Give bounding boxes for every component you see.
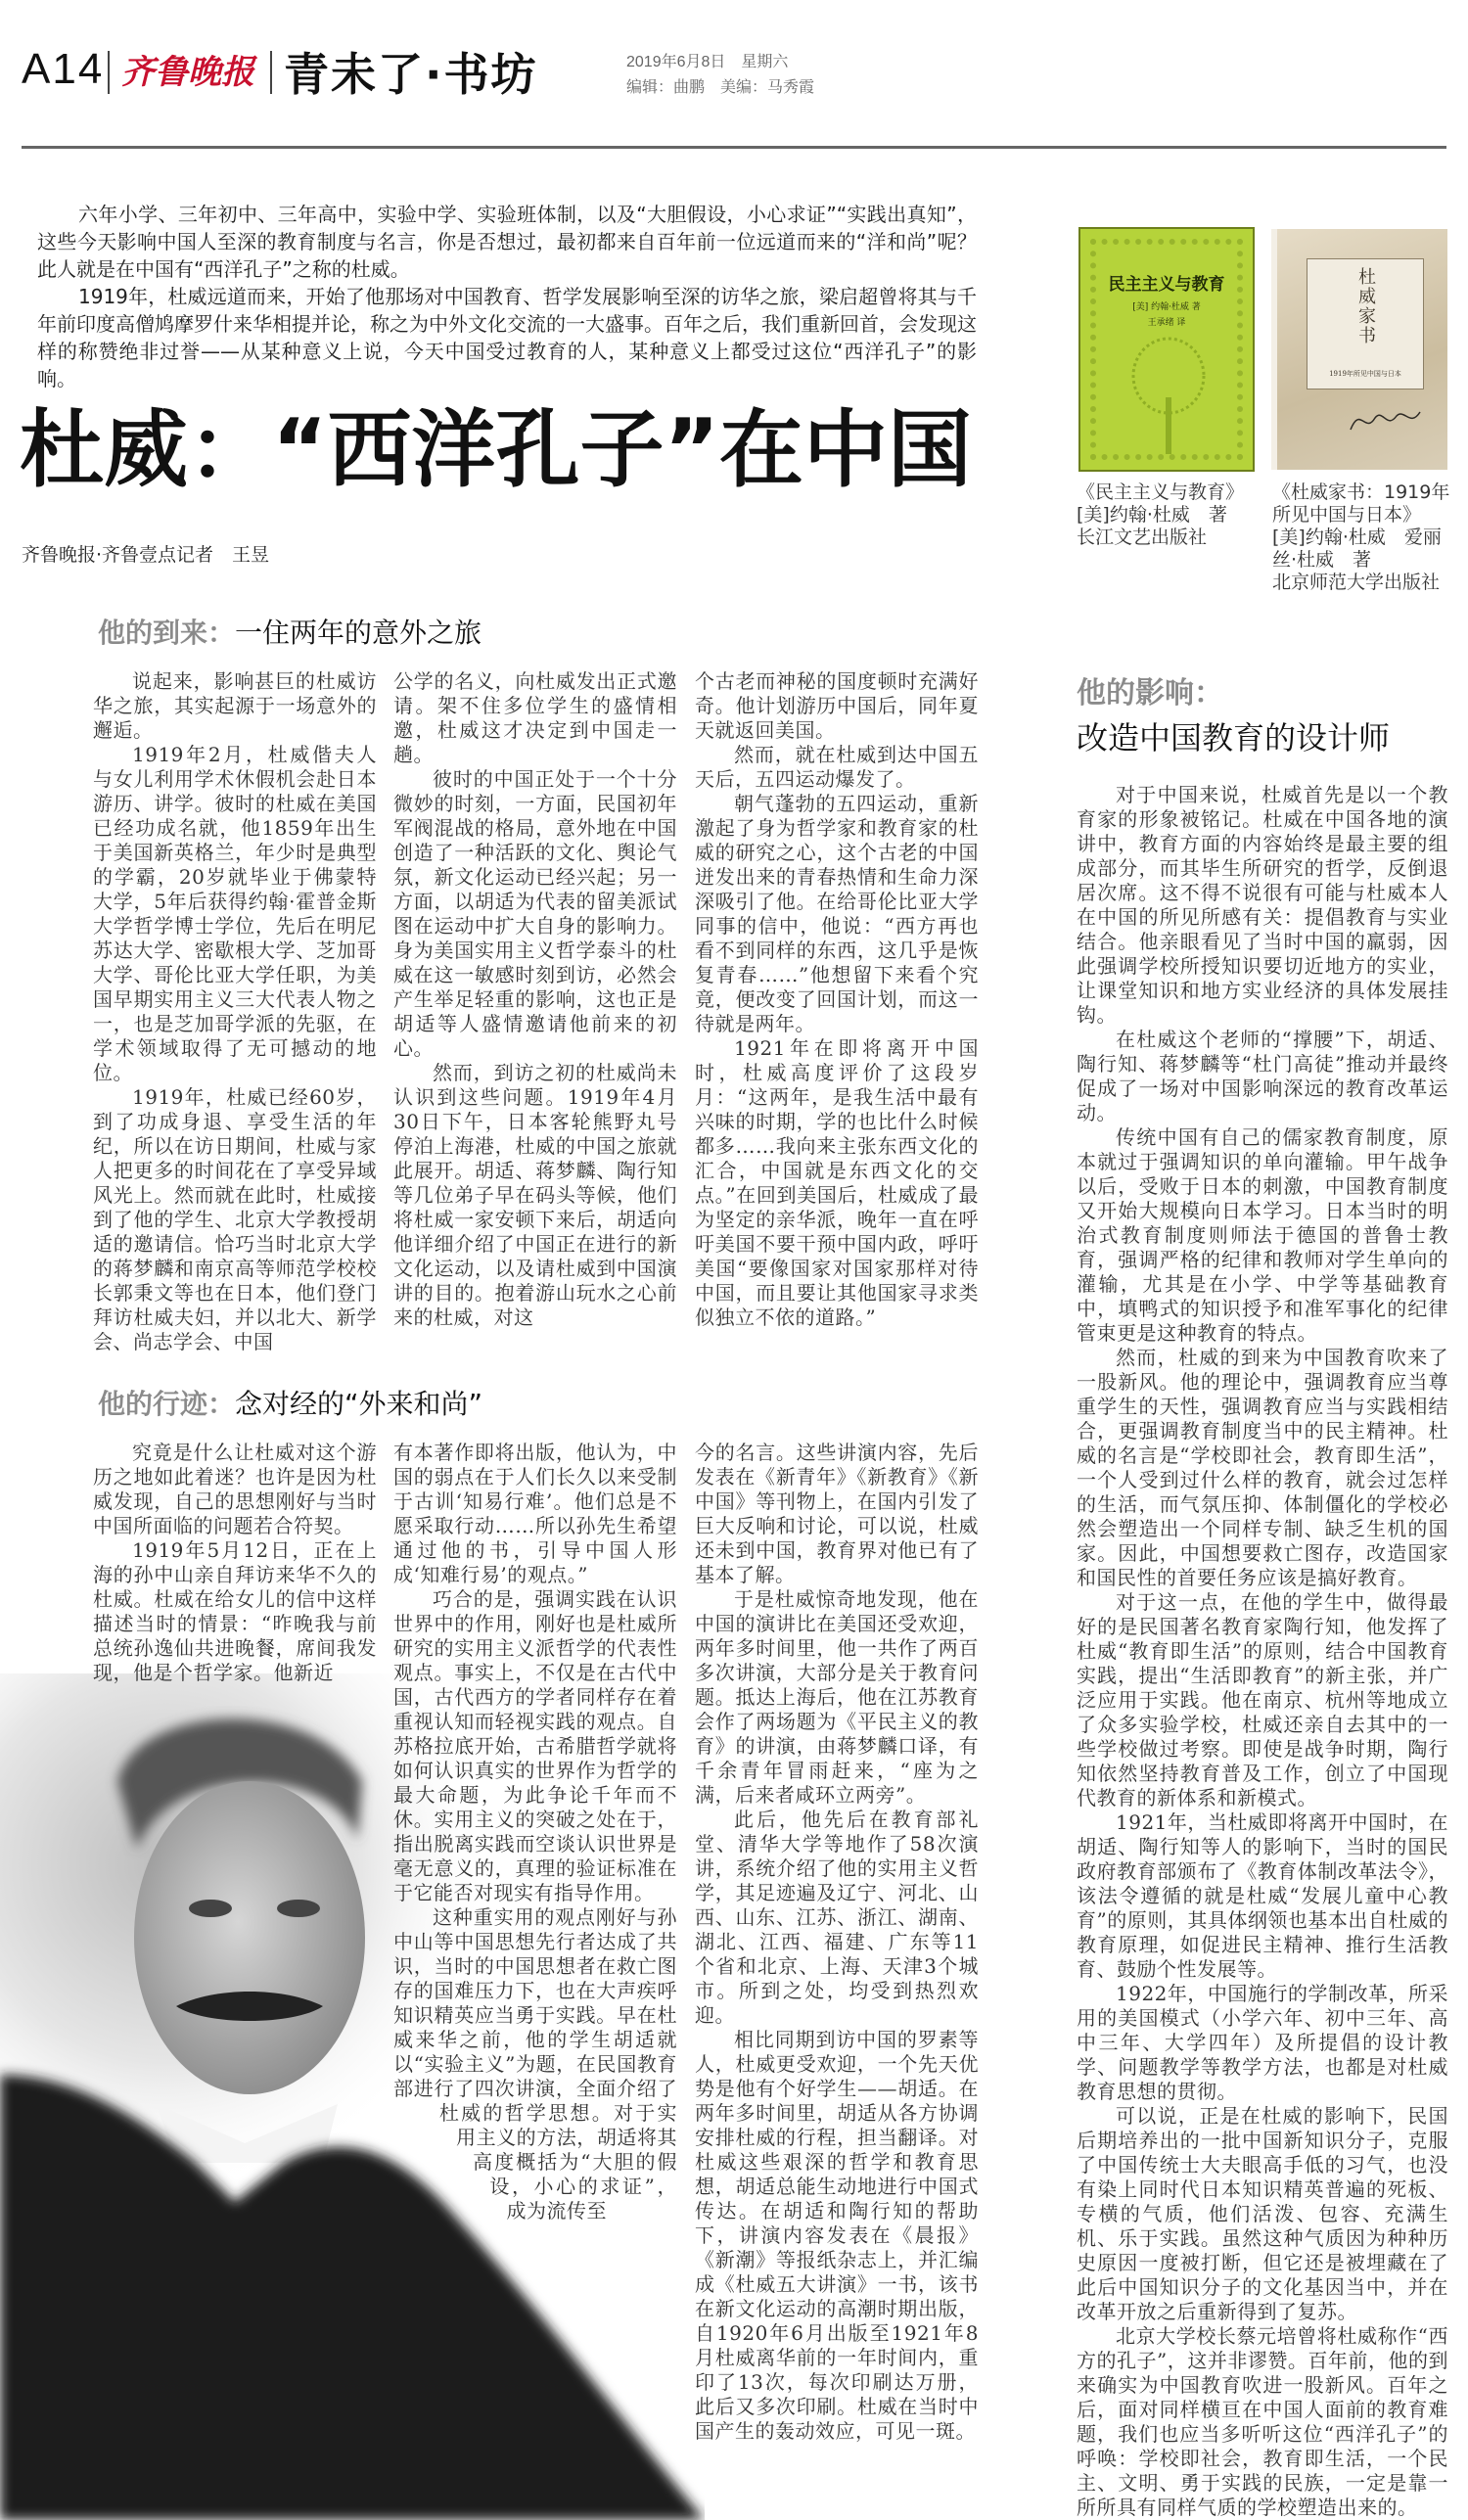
article-paragraph: 北京大学校长蔡元培曾将杜威称作“西方的孔子”，这并非谬赞。百年前，他的到来确实为中国教育吹进一股新风。百年之后，面对同样横亘在中国人面前的教育难题，我们也应当多听听这位“西洋孔子”的呼唤：学校即社会，教育即生活，一个民主、文明、勇于实践的民族，一定是靠一所所具有同样气质的学校塑造出来的。 bbox=[1077, 2324, 1448, 2519]
article-paragraph: 彼时的中国正处于一个十分微妙的时刻，一方面，民国初年军阀混战的格局，意外地在中国创造了一种活跃的文化、舆论气氛，新文化运动已经兴起；另一方面，以胡适为代表的留美派试图在运动中扩大自身的影响力。身为美国实用主义哲学泰斗的杜威在这一敏感时刻到访，必然会产生举足轻重的影响，这也正是胡适等人盛情邀请他前来的初心。 bbox=[393, 767, 677, 1060]
book-title: 《民主主义与教育》 bbox=[1077, 481, 1245, 503]
byline: 齐鲁晚报·齐鲁壹点记者 王昱 bbox=[22, 544, 270, 566]
intro-paragraph: 1919年，杜威远道而来，开始了他那场对中国教育、哲学发展影响至深的访华之旅，梁启超曾将其与千年前印度高僧鸠摩罗什来华相提并论，称之为中外文化交流的一大盛事。百年之后，我们重新回首，会发现这样的称赞绝非过誉——从某种意义上说，今天中国受过教育的人，某种意义上都受过这位“西洋孔子”的影响。 bbox=[37, 285, 977, 390]
book-publisher: 北京师范大学出版社 bbox=[1272, 572, 1441, 593]
cover-translator: 王承绪 译 bbox=[1147, 318, 1186, 328]
book-author: [美]约翰·杜威 著 bbox=[1077, 504, 1227, 526]
article-paragraph: 公学的名义，向杜威发出正式邀请。架不住多位学生的盛情相邀，杜威这才决定到中国走一趟。 bbox=[393, 669, 677, 766]
section-heading-travels bbox=[98, 1388, 482, 1421]
article-paragraph: 对于中国来说，杜威首先是以一个教育家的形象被铭记。杜威在中国各地的演讲中，教育方面的内容始终是最主要的组成部分，而其毕生所研究的哲学，反倒退居次席。这不得不说很有可能与杜威本人在中国的所见所感有关：提倡教育与实业结合。他亲眼看见了当时中国的羸弱，因此强调学校所授知识要切近地方的实业，让课堂知识和地方实业经济的具体发展挂钩。 bbox=[1077, 783, 1448, 1027]
article-paragraph: 此后，他先后在教育部礼堂、清华大学等地作了58次演讲，系统介绍了他的实用主义哲学，其足迹遍及辽宁、河北、山西、山东、江苏、浙江、湖南、湖北、江西、福建、广东等11个省和北京、上海、天津3个城市。所到之处，均受到热烈欢迎。 bbox=[695, 1808, 979, 2027]
article-paragraph: 1919年2月，杜威偕夫人与女儿利用学术休假机会赴日本游历、讲学。彼时的杜威在美国已经功成名就，他1859年出生于美国新英格兰，年少时是典型的学霸，20岁就毕业于佛蒙特大学，5年后获得约翰·霍普金斯大学哲学博士学位，先后在明尼苏达大学、密歇根大学、芝加哥大学、哥伦比亚大学任职，为美国早期实用主义三大代表人物之一，也是芝加哥学派的先驱，在学术领域取得了无可撼动的地位。 bbox=[93, 743, 377, 1084]
cover-title: 杜威家书 bbox=[1355, 267, 1376, 345]
header-rule bbox=[22, 146, 1446, 149]
article-paragraph: 说起来，影响甚巨的杜威访华之旅，其实起源于一场意外的邂逅。 bbox=[93, 669, 377, 742]
heading-text: 念对经的“外来和尚” bbox=[235, 1388, 483, 1420]
editor-credits: 编辑：曲鹏 美编：马秀霞 bbox=[626, 79, 815, 96]
article-paragraph: 这种重实用的观点刚好与孙中山等中国思想先行者达成了共识，当时的中国思想者在救亡图存的国难压力下，也在大声疾呼知识精英应当勇于实践。早在杜威来华之前，他的学生胡适就以“实验主义”为题，在民国教育部进行了四次讲演，全面介绍了杜威的哲学思想。对于实用主义的方法，胡适将其高度概括为“大胆的假设，小心的求证”，成为流传至 bbox=[393, 1905, 677, 2222]
article-paragraph: 1921年在即将离开中国时，杜威高度评价了这段岁月：“这两年，是我生活中最有兴味的时期，学的也比什么时候都多……我向来主张东西文化的汇合，中国就是东西文化的交点。”在回到美国后，杜威成了最为坚定的亲华派，晚年一直在呼吁美国不要干预中国内政，呼吁美国“要像国家对国家那样对待中国，而且要让其他国家寻求类似独立不依的道路。” bbox=[695, 1036, 979, 1329]
article-column bbox=[393, 1441, 677, 2380]
section-heading-arrival bbox=[98, 617, 482, 650]
cover-subtitle: 1919年所见中国与日本 bbox=[1329, 370, 1401, 378]
article-paragraph: 朝气蓬勃的五四运动，重新激起了身为哲学家和教育家的杜威的研究之心，这个古老的中国迸发出来的青春热情和生命力深深吸引了他。在给哥伦比亚大学同事的信中，他说：“西方再也看不到同样的东西，这几乎是恢复青春……”他想留下来看个究竟，便改变了回国计划，而这一待就是两年。 bbox=[695, 792, 979, 1035]
article-paragraph: 然而，杜威的到来为中国教育吹来了一股新风。他的理论中，强调教育应当尊重学生的天性，强调教育应当与实践相结合，更强调教育制度当中的民主精神。杜威的名言是“学校即社会，教育即生活”，一个人受到过什么样的教育，就会过怎样的生活，而气氛压抑、体制僵化的学校必然会塑造出一个同样专制、缺乏生机的国家。因此，中国想要救亡图存，改造国家和国民性的首要任务应该是搞好教育。 bbox=[1077, 1346, 1448, 1589]
heading-label: 他的行迹： bbox=[98, 1388, 236, 1420]
heading-text: 改造中国教育的设计师 bbox=[1077, 719, 1391, 756]
cover-title: 民主主义与教育 bbox=[1108, 275, 1225, 295]
article-column bbox=[393, 669, 677, 1330]
article-column bbox=[695, 1441, 979, 2444]
article-paragraph: 然而，就在杜威到达中国五天后，五四运动爆发了。 bbox=[695, 743, 979, 791]
article-paragraph: 今的名言。这些讲演内容，先后发表在《新青年》《新教育》《新中国》等刊物上，在国内引发了巨大反响和讨论，可以说，杜威还未到中国，教育界对他已有了基本了解。 bbox=[695, 1441, 979, 1586]
book-title: 《杜威家书：1919年所见中国与日本》 bbox=[1272, 481, 1450, 526]
heading-label: 他的影响： bbox=[1077, 676, 1223, 710]
cover-panel bbox=[1307, 258, 1424, 389]
article-paragraph: 可以说，正是在杜威的影响下，民国后期培养出的一批中国新知识分子，克服了中国传统士大夫眼高手低的习气，也没有染上同时代日本知识精英普遍的死板、专横的气质，他们活泼、包容、充满生机、乐于实践。虽然这种气质因为种种历史原因一度被打断，但它还是被埋藏在了此后中国知识分子的文化基因当中，并在改革开放之后重新得到了复苏。 bbox=[1077, 2104, 1448, 2323]
article-paragraph: 传统中国有自己的儒家教育制度，原本就过于强调知识的单向灌输。甲午战争以后，受败于日本的刺激，中国教育制度又开始大规模向日本学习。日本当时的明治式教育制度则师法于德国的普鲁士教育，强调严格的纪律和教师对学生单向的灌输，尤其是在小学、中学等基础教育中，填鸭式的知识授予和准军事化的纪律管束更是这种教育的特点。 bbox=[1077, 1125, 1448, 1345]
divider bbox=[270, 51, 272, 94]
section-title: 青未了·书坊 bbox=[284, 48, 538, 101]
article-column bbox=[1077, 783, 1448, 2520]
article-paragraph: 巧合的是，强调实践在认识世界中的作用，刚好也是杜威所研究的实用主义派哲学的代表性观点。事实上，不仅是在古代中国，古代西方的学者同样存在着重视认知而轻视实践的观点。自苏格拉底开始，古希腊哲学就将如何认识真实的世界作为哲学的最大命题，为此争论千年而不休。实用主义的突破之处在于，指出脱离实践而空谈认识世界是毫无意义的，真理的验证标准在于它能否对现实有指导作用。 bbox=[393, 1587, 677, 1904]
article-paragraph: 然而，到访之初的杜威尚未认识到这些问题。1919年4月30日下午，日本客轮熊野丸号停泊上海港，杜威的中国之旅就此展开。胡适、蒋梦麟、陶行知等几位弟子早在码头等候，他们将杜威一家安顿下来后，胡适向他详细介绍了中国正在进行的新文化运动，以及请杜威到中国演讲的目的。抱着游山玩水之心前来的杜威，对这 bbox=[393, 1061, 677, 1329]
issue-date: 2019年6月8日 星期六 bbox=[626, 54, 789, 70]
book-publisher: 长江文艺出版社 bbox=[1077, 527, 1208, 548]
intro-paragraph: 六年小学、三年初中、三年高中，实验中学、实验班体制，以及“大胆假设，小心求证”“实践出真知”，这些今天影响中国人至深的教育制度与名言，你是否想过，最初都来自百年前一位远道而来的“洋和尚”呢？此人就是在中国有“西洋孔子”之称的杜威。 bbox=[37, 203, 977, 281]
article-paragraph: 1919年5月12日，正在上海的孙中山亲自拜访来华不久的杜威。杜威在给女儿的信中这样描述当时的情景：“昨晚我与前总统孙逸仙共进晚餐，席间我发现，他是个哲学家。他新近 bbox=[93, 1538, 377, 1684]
tree-illustration bbox=[1129, 337, 1208, 454]
article-paragraph: 在杜威这个老师的“撑腰”下，胡适、陶行知、蒋梦麟等“杜门高徒”推动并最终促成了一场对中国影响深远的教育改革运动。 bbox=[1077, 1028, 1448, 1124]
article-column bbox=[93, 1441, 377, 1685]
page-headline: 杜威：“西洋孔子”在中国 bbox=[20, 401, 973, 499]
book-caption bbox=[1272, 481, 1458, 594]
signature-icon bbox=[1346, 400, 1424, 439]
intro-lead bbox=[37, 201, 977, 392]
divider bbox=[108, 51, 110, 94]
article-paragraph: 个古老而神秘的国度顿时充满好奇。他计划游历中国后，同年夏天就返回美国。 bbox=[695, 669, 979, 742]
book-cover-democracy-and-education bbox=[1078, 227, 1255, 472]
heading-text: 一住两年的意外之旅 bbox=[235, 617, 482, 649]
article-paragraph: 究竟是什么让杜威对这个游历之地如此着迷？也许是因为杜威发现，自己的思想刚好与当时中国所面临的问题若合符契。 bbox=[93, 1441, 377, 1537]
book-caption bbox=[1077, 481, 1264, 549]
book-cover-dewey-letters bbox=[1277, 229, 1447, 470]
article-paragraph: 相比同期到访中国的罗素等人，杜威更受欢迎，一个先天优势是他有个好学生——胡适。在两年多时间里，胡适从各方协调安排杜威的行程，担当翻译。对杜威这些艰深的哲学和教育思想，胡适总能生动地进行中国式传达。在胡适和陶行知的帮助下，讲演内容发表在《晨报》《新潮》等报纸杂志上，并汇编成《杜威五大讲演》一书，该书在新文化运动的高潮时期出版，自1920年6月出版至1921年8月杜威离华前的一年时间内，重印了13次，每次印刷达万册，此后又多次印刷。杜威在当时中国产生的轰动效应，可见一斑。 bbox=[695, 2028, 979, 2443]
article-paragraph: 于是杜威惊奇地发现，他在中国的演讲比在美国还受欢迎，两年多时间里，他一共作了两百多次讲演，大部分是关于教育问题。抵达上海后，他在江苏教育会作了两场题为《平民主义的教育》的讲演，由蒋梦麟口译，有千余青年冒雨赶来，“座为之满，后来者咸环立两旁”。 bbox=[695, 1587, 979, 1807]
article-paragraph: 1921年，当杜威即将离开中国时，在胡适、陶行知等人的影响下，当时的国民政府教育部颁布了《教育体制改革法令》，该法令遵循的就是杜威“发展儿童中心教育”的原则，其具体纲领也基本出自杜威的教育原理，如促进民主精神、推行生活教育、鼓励个性发展等。 bbox=[1077, 1810, 1448, 1981]
article-paragraph: 有本著作即将出版，他认为，中国的弱点在于人们长久以来受制于古训‘知易行难’。他们总是不愿采取行动……所以孙先生希望通过他的书，引导中国人形成‘知难行易’的观点。” bbox=[393, 1441, 677, 1586]
book-author: [美]约翰·杜威 爱丽丝·杜威 著 bbox=[1272, 527, 1442, 571]
article-paragraph: 1922年，中国施行的学制改革，所采用的美国模式（小学六年、初中三年、高中三年、大学四年）及所提倡的设计教学、问题教学等教学方法，也都是对杜威教育思想的贯彻。 bbox=[1077, 1982, 1448, 2103]
article-paragraph: 1919年，杜威已经60岁，到了功成身退、享受生活的年纪，所以在访日期间，杜威与家人把更多的时间花在了享受异域风光上。然而就在此时，杜威接到了他的学生、北京大学教授胡适的邀请信。恰巧当时北京大学的蒋梦麟和南京高等师范学校校长郭秉文等也在日本，他们登门拜访杜威夫妇，并以北大、新学会、尚志学会、中国 bbox=[93, 1085, 377, 1353]
newspaper-logo: 齐鲁晚报 bbox=[121, 53, 254, 92]
article-column bbox=[695, 669, 979, 1330]
cover-author: [美] 约翰·杜威 著 bbox=[1132, 302, 1201, 312]
heading-label: 他的到来： bbox=[98, 617, 236, 649]
section-heading-influence bbox=[1077, 675, 1390, 757]
page-number: A14 bbox=[22, 45, 105, 93]
article-column bbox=[93, 669, 377, 1354]
article-paragraph: 对于这一点，在他的学生中，做得最好的是民国著名教育家陶行知，他发挥了杜威“教育即生活”的原则，结合中国教育实践，提出“生活即教育”的新主张，并广泛应用于实践。他在南京、杭州等地成立了众多实验学校，杜威还亲自去其中的一些学校做过考察。即使是战争时期，陶行知依然坚持教育普及工作，创立了中国现代教育的新体系和新模式。 bbox=[1077, 1590, 1448, 1810]
